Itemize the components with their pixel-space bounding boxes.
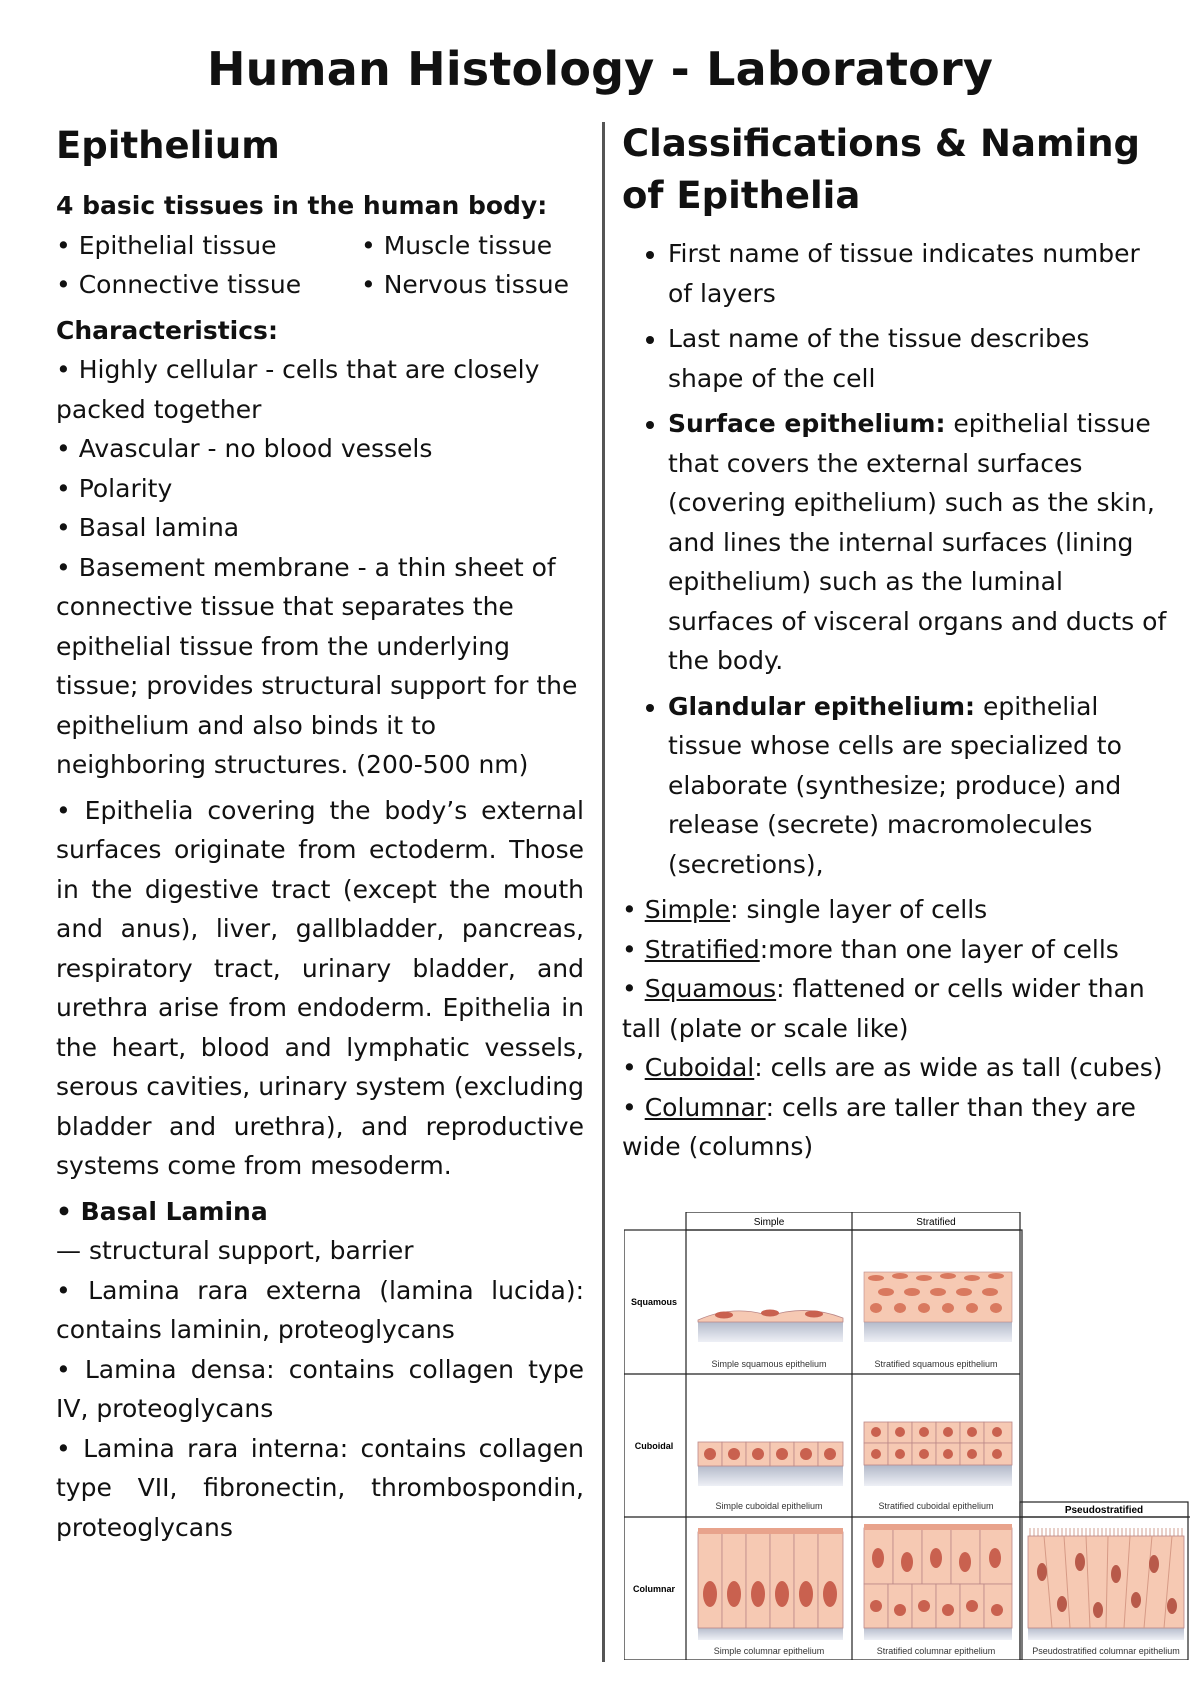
simple-squamous-illustration (698, 1310, 843, 1343)
stratified-cuboidal-illustration (864, 1422, 1012, 1486)
stratified-squamous-illustration (864, 1272, 1012, 1342)
pseudostratified-columnar-illustration (1028, 1528, 1184, 1640)
tissue-item: • Epithelial tissue (56, 230, 277, 260)
classification-heading (622, 118, 1170, 222)
caption-pseudostratified-columnar: Pseudostratified columnar epithelium (1032, 1646, 1180, 1656)
figure-row-cuboidal: Cuboidal (634, 1441, 674, 1451)
tissue-item: • Connective tissue (56, 270, 302, 299)
term-list (622, 890, 1170, 1167)
caption-stratified-cuboidal: Stratified cuboidal epithelium (878, 1501, 994, 1511)
simple-cuboidal-illustration (698, 1442, 843, 1486)
naming-bullet: • Last name of the tissue describes shape of the cell (668, 319, 1170, 398)
naming-bullet: • Glandular epithelium: epithelial tissue whose cells are specialized to elaborate (synthesize; produce) and release (secrete) macromolecules (secretions), (668, 687, 1170, 885)
tissue-item: • Muscle tissue (361, 230, 553, 260)
term-item: • Cuboidal: cells are as wide as tall (cubes) (622, 1053, 1163, 1082)
caption-stratified-squamous: Stratified squamous epithelium (874, 1359, 998, 1369)
characteristics-heading: Characteristics: (56, 315, 278, 345)
tissue-row (56, 265, 584, 305)
simple-columnar-illustration (698, 1528, 843, 1640)
figure-row-columnar: Columnar (632, 1584, 676, 1594)
column-divider (602, 122, 605, 1662)
caption-simple-cuboidal: Simple cuboidal epithelium (715, 1501, 823, 1511)
classification-heading-line: Classifications & Naming (622, 122, 1141, 165)
characteristic-item: • Highly cellular - cells that are closely packed together (56, 355, 540, 424)
naming-bullet: • Surface epithelium: epithelial tissue that covers the external surfaces (covering epithelium) such as the skin, and lines the internal surfaces (lining epithelium) such as the luminal surfaces of visceral organs and ducts of the body. (668, 404, 1170, 681)
basal-lamina-item: • Lamina densa: contains collagen type IV, proteoglycans (56, 1354, 584, 1423)
basic-tissues-heading: 4 basic tissues in the human body: (56, 191, 548, 220)
caption-simple-columnar: Simple columnar epithelium (713, 1646, 825, 1656)
caption-stratified-columnar: Stratified columnar epithelium (876, 1646, 996, 1656)
page-title: Human Histology - Laboratory (206, 42, 994, 96)
basal-lamina-heading: • Basal Lamina (56, 1196, 268, 1226)
basal-lamina-item: • Lamina rara externa (lamina lucida): contains laminin, proteoglycans (56, 1275, 584, 1344)
epithelia-diagram (624, 1212, 1190, 1660)
term-item: • Columnar: cells are taller than they are wide (columns) (622, 1092, 1136, 1161)
term-item: • Stratified:more than one layer of cells (622, 934, 1119, 964)
naming-bullet: • First name of tissue indicates number of layers (668, 234, 1170, 313)
figure-col-simple: Simple (753, 1217, 785, 1228)
characteristic-item: • Basement membrane - a thin sheet of connective tissue that separates the epithelial tissue from the underlying tissue; provides structural support for the epithelium and also binds it to neighboring structures. (200-500 nm) (56, 552, 578, 779)
characteristic-item: • Basal lamina (56, 513, 240, 542)
origins-paragraph: • Epithelia covering the body’s external surfaces originate from ectoderm. Those in the digestive tract (except the mouth and anus), liver, gallbladder, pancreas, respiratory tract, urinary bladder, and urethra arise from endoderm. Epithelia in the heart, blood and lymphatic vessels, serous cavities, urinary system (excluding bladder and urethra), and reproductive systems come from mesoderm. (56, 795, 584, 1180)
figure-row-squamous: Squamous (630, 1297, 678, 1307)
characteristic-item: • Avascular - no blood vessels (56, 434, 433, 463)
epithelium-heading: Epithelium (56, 124, 280, 167)
figure-col-pseudostratified: Pseudostratified (1064, 1505, 1144, 1516)
term-item: • Simple: single layer of cells (622, 895, 988, 924)
stratified-columnar-illustration (864, 1524, 1012, 1640)
tissue-row (56, 226, 584, 266)
caption-simple-squamous: Simple squamous epithelium (711, 1359, 827, 1369)
naming-bullet-list (622, 234, 1170, 884)
tissue-item: • Nervous tissue (361, 270, 569, 299)
classification-heading-line: of Epithelia (622, 174, 861, 217)
basal-lamina-item: — structural support, barrier (56, 1236, 414, 1265)
figure-col-stratified: Stratified (916, 1217, 956, 1228)
term-item: • Squamous: flattened or cells wider than tall (plate or scale like) (622, 974, 1145, 1043)
characteristic-item: • Polarity (56, 473, 173, 503)
left-column (56, 120, 584, 1547)
epithelia-classification-figure (624, 1212, 1190, 1664)
basal-lamina-item: • Lamina rara interna: contains collagen type VII, fibronectin, thrombospondin, proteoglycans (56, 1433, 584, 1542)
right-column (622, 118, 1170, 1167)
